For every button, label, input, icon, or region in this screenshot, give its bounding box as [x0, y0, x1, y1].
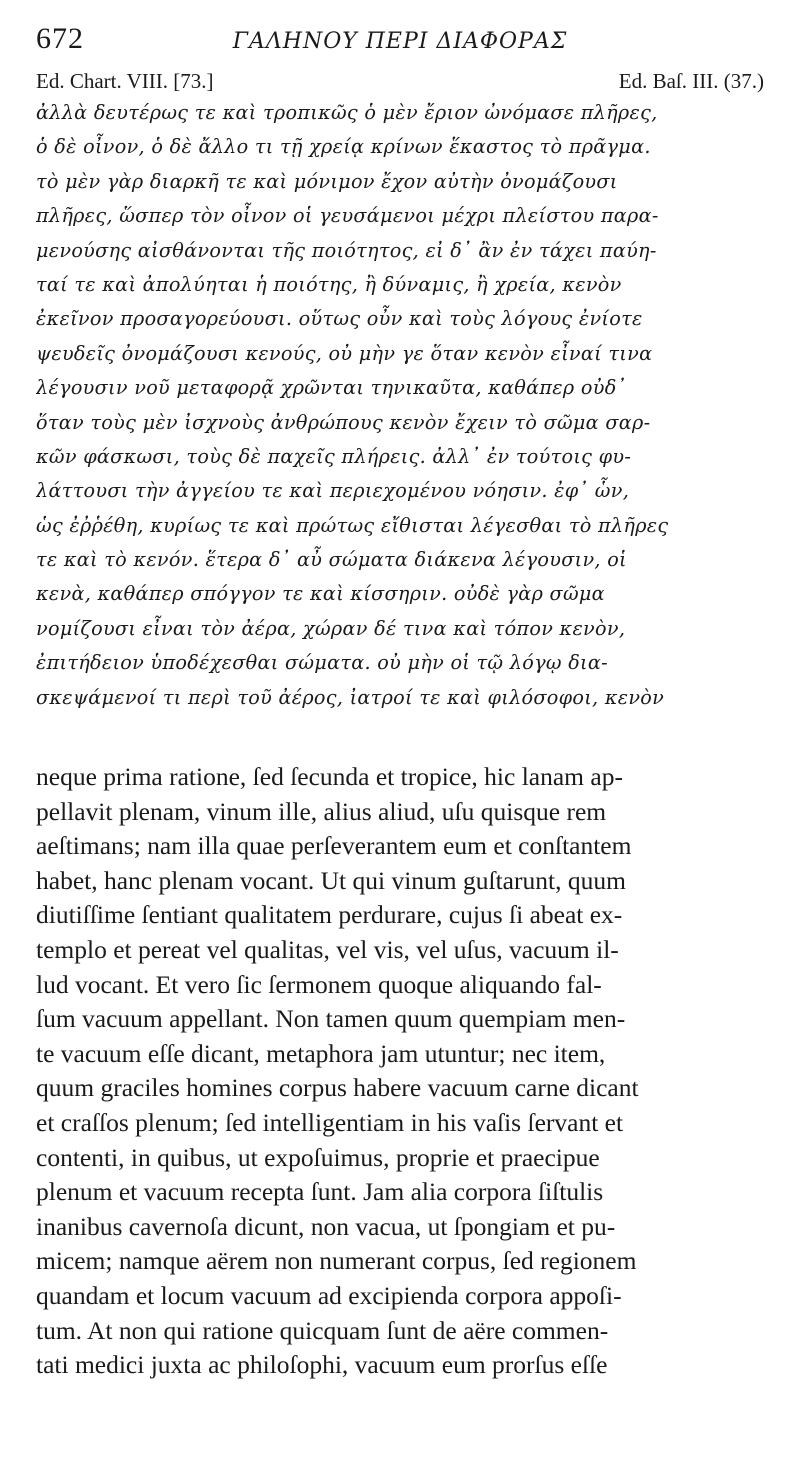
greek-line: πλῆρες, ὥσπερ τὸν οἶνον οἱ γευσάμενοι μέχρι πλείστου παρα- [36, 204, 659, 228]
latin-line: neque prima ratione, ſed ſecunda et tropice, hic lanam ap- [36, 762, 623, 792]
greek-line: ὁ δὲ οἶνον, ὁ δὲ ἄλλο τι τῇ χρείᾳ κρίνων ἕκαστος τὸ πρᾶγμα. [36, 135, 651, 159]
latin-line: lud vocant. Et vero ſic ſermonem quoque aliquando fal- [36, 969, 602, 999]
latin-line: plenum et vacuum recepta ſunt. Jam alia corpora ſiſtulis [36, 1177, 604, 1207]
greek-line: νομίζουσι εἶναι τὸν ἀέρα, χώραν δέ τινα καὶ τόπον κενὸν, [36, 616, 626, 640]
latin-line: quum graciles homines corpus habere vacuum carne dicant [36, 1073, 639, 1103]
greek-line: ἐπιτήδειον ὑποδέχεσθαι σώματα. οὐ μὴν οἱ τῷ λόγῳ δια- [36, 651, 608, 675]
edition-reference [36, 66, 764, 96]
running-head: ΓΑΛΗΝΟΥ ΠΕΡΙ ΔΙΑΦΟΡΑΣ [232, 29, 568, 54]
greek-line: ὡς ἐῤῥέθη, κυρίως τε καὶ πρώτως εἴθισται λέγεσθαι τὸ πλῆρες [36, 513, 669, 537]
edition-basel-reference: Ed. Baſ. III. (37.) [618, 69, 764, 93]
greek-line: ταί τε καὶ ἀπολύηται ἡ ποιότης, ἢ δύναμις, ἢ χρεία, κενὸν [36, 272, 622, 296]
greek-line: ἀλλὰ δευτέρως τε καὶ τροπικῶς ὁ μὲν ἔριον ὠνόμασε πλῆρες, [36, 101, 658, 124]
latin-line: pellavit plenam, vinum ille, alius aliud, uſu quisque rem [36, 796, 607, 826]
greek-line: μενούσης αἰσθάνονται τῆς ποιότητος, εἰ δ᾽ ἂν ἐν τάχει παύη- [36, 238, 657, 262]
latin-line: tati medici juxta ac philoſophi, vacuum eum prorſus eſſe [36, 1350, 608, 1380]
latin-line: te vacuum eſſe dicant, metaphora jam utuntur; nec item, [36, 1038, 606, 1068]
latin-text-block [36, 760, 764, 1383]
latin-line: inanibus cavernoſa dicunt, non vacua, ut ſpongiam et pu- [36, 1211, 616, 1241]
edition-chart-reference: Ed. Chart. VIII. [73.] [36, 69, 214, 93]
greek-line: κενὰ, καθάπερ σπόγγον τε καὶ κίσσηριν. οὐδὲ γὰρ σῶμα [36, 582, 605, 606]
greek-line: ἐκεῖνον προσαγορεύουσι. οὕτως οὖν καὶ τοὺς λόγους ἐνίοτε [36, 307, 643, 331]
latin-line: quandam et locum vacuum ad excipienda corpora appoſi- [36, 1280, 622, 1310]
greek-line: ψευδεῖς ὀνομάζουσι κενούς, οὐ μὴν γε ὅταν κενὸν εἶναί τινα [36, 341, 653, 365]
latin-line: tum. At non qui ratione quicquam ſunt de aëre commen- [36, 1315, 609, 1345]
greek-line: ὅταν τοὺς μὲν ἰσχνοὺς ἀνθρώπους κενὸν ἔχειν τὸ σῶμα σαρ- [36, 410, 651, 434]
greek-line: τε καὶ τὸ κενόν. ἕτερα δ᾽ αὖ σώματα διάκενα λέγουσιν, οἱ [36, 548, 627, 572]
greek-line: λάττουσι τὴν ἀγγείου τε καὶ περιεχομένου νόησιν. ἐφ᾽ ὧν, [36, 479, 630, 503]
latin-line: ſum vacuum appellant. Non tamen quum quempiam men- [36, 1004, 626, 1034]
greek-line: τὸ μὲν γὰρ διαρκῆ τε καὶ μόνιμον ἔχον αὐτὴν ὀνομάζουσι [36, 169, 618, 193]
latin-line: diutiſſime ſentiant qualitatem perdurare, cujus ſi abeat ex- [36, 900, 623, 930]
section-gap [36, 715, 764, 760]
latin-line: templo et pereat vel qualitas, vel vis, vel uſus, vacuum il- [36, 935, 619, 964]
greek-line: κῶν φάσκωσι, τοὺς δὲ παχεῖς πλήρεις. ἀλλ᾽ ἐν τούτοις φυ- [36, 444, 632, 468]
latin-line: et craſſos plenum; ſed intelligentiam in his vaſis ſervant et [36, 1107, 624, 1137]
page-header [36, 22, 764, 66]
page-number: 672 [36, 22, 84, 55]
greek-line: λέγουσιν νοῦ μεταφορᾷ χρῶνται τηνικαῦτα, καθάπερ οὐδ᾽ [36, 376, 627, 400]
greek-text-block [36, 96, 764, 715]
greek-line: σκεψάμενοί τι περὶ τοῦ ἀέρος, ἰατροί τε καὶ φιλόσοφοι, κενὸν [36, 685, 665, 709]
latin-line: micem; namque aërem non numerant corpus, ſed regionem [36, 1246, 637, 1276]
latin-line: habet, hanc plenam vocant. Ut qui vinum guſtarunt, quum [36, 865, 626, 895]
latin-line: aeſtimans; nam illa quae perſeverantem eum et conſtantem [36, 831, 632, 861]
latin-line: contenti, in quibus, ut expoſuimus, proprie et praecipue [36, 1142, 600, 1172]
